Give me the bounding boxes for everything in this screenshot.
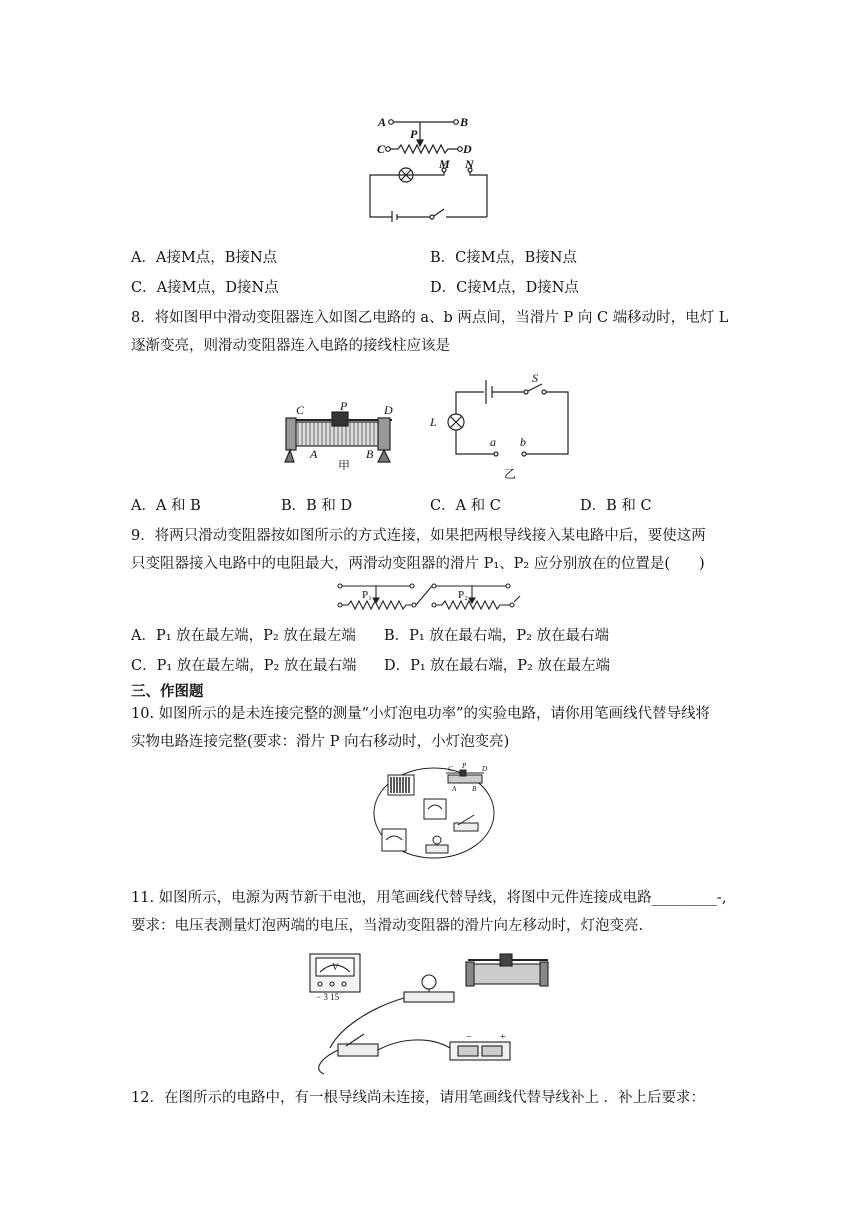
q11-battery-minus: − bbox=[466, 1032, 472, 1043]
q7-label-C: C bbox=[377, 142, 386, 156]
q8-jia-label-C: C bbox=[296, 403, 305, 417]
q9-two-rheostats-figure bbox=[330, 578, 530, 614]
q8-yi-caption: 乙 bbox=[504, 467, 517, 481]
q10-text-line2: 实物电路连接完整(要求：滑片 P 向右移动时，小灯泡变亮) bbox=[131, 734, 510, 750]
q9-text-line2: 只变阻器接入电路中的电阻最大，两滑动变阻器的滑片 P₁、P₂ 应分别放在的位置是( ) bbox=[131, 556, 705, 572]
q8-circuit-figure bbox=[426, 370, 576, 482]
q10-experiment-circuit-figure bbox=[362, 763, 502, 865]
q10-label-C: C bbox=[448, 765, 453, 773]
q7-option-a: A．A接M点，B接N点 bbox=[131, 250, 278, 266]
q9-option-a: A．P₁ 放在最左端，P₂ 放在最左端 bbox=[131, 628, 356, 644]
q9-label-P2: P₂ bbox=[458, 589, 468, 601]
q10-label-P: P bbox=[462, 763, 467, 770]
q12-text-line1: 12．在图所示的电路中，有一根导线尚未连接，请用笔画线代替导线补上 ．补上后要求： bbox=[131, 1090, 706, 1106]
q7-circuit-figure bbox=[362, 110, 497, 222]
q7-option-d: D．C接M点，D接N点 bbox=[430, 280, 579, 296]
q7-label-N: N bbox=[465, 157, 474, 171]
q8-text-line1: 8．将如图甲中滑动变阻器连入如图乙电路的 a、b 两点间，当滑片 P 向 C 端移动时，电灯 L bbox=[131, 310, 729, 326]
q8-jia-caption: 甲 bbox=[338, 459, 351, 470]
q10-label-A: A bbox=[452, 785, 457, 793]
q8-jia-label-P: P bbox=[340, 400, 348, 413]
q9-label-P1: P₁ bbox=[362, 589, 372, 601]
q9-text-line1: 9．将两只滑动变阻器按如图所示的方式连接，如果把两根导线接入某电路中后，要使这两 bbox=[131, 528, 706, 544]
q8-yi-label-a: a bbox=[490, 435, 496, 449]
q11-voltmeter-V: V bbox=[332, 962, 339, 972]
q9-option-c: C．P₁ 放在最左端，P₂ 放在最右端 bbox=[131, 658, 357, 674]
q9-option-d: D．P₁ 放在最右端，P₂ 放在最左端 bbox=[384, 658, 610, 674]
q11-battery-plus: + bbox=[500, 1032, 506, 1043]
q10-text-line1: 10. 如图所示的是未连接完整的测量“小灯泡电功率”的实验电路，请你用笔画线代替导线将 bbox=[131, 706, 710, 722]
q7-label-P: P bbox=[410, 127, 418, 141]
q8-yi-label-S: S bbox=[532, 371, 538, 385]
q8-rheostat-figure bbox=[282, 400, 407, 470]
q8-option-b: B．B 和 D bbox=[281, 498, 353, 514]
q8-jia-label-D: D bbox=[384, 403, 393, 417]
q8-text-line2: 逐渐变亮，则滑动变阻器连入电路的接线柱应该是 bbox=[131, 338, 450, 354]
q7-label-B: B bbox=[460, 115, 469, 129]
q10-label-D: D bbox=[482, 765, 488, 773]
q8-yi-label-b: b bbox=[520, 435, 526, 449]
q11-text-line2: 要求：电压表测量灯泡两端的电压，当滑动变阻器的滑片向左移动时，灯泡变亮. bbox=[131, 918, 644, 934]
q8-option-c: C．A 和 C bbox=[430, 498, 501, 514]
q7-option-b: B．C接M点，B接N点 bbox=[430, 250, 577, 266]
q8-option-d: D．B 和 C bbox=[580, 498, 652, 514]
q8-jia-label-A: A bbox=[310, 447, 318, 461]
q8-yi-label-L: L bbox=[430, 415, 437, 429]
section-heading-drawing: 三、作图题 bbox=[131, 683, 204, 700]
q11-components-figure bbox=[300, 948, 560, 1078]
q7-label-A: A bbox=[378, 115, 387, 129]
q7-option-c: C．A接M点，D接N点 bbox=[131, 280, 279, 296]
q8-option-a: A．A 和 B bbox=[131, 498, 201, 514]
q10-label-B: B bbox=[472, 785, 477, 793]
q7-label-M: M bbox=[439, 157, 450, 171]
q11-voltmeter-scale: − 3 15 bbox=[316, 992, 340, 1002]
q11-text-line1: 11. 如图所示，电源为两节新干电池，用笔画线代替导线，将图中元件连接成电路_________-, bbox=[131, 890, 727, 906]
q9-option-b: B．P₁ 放在最右端，P₂ 放在最右端 bbox=[384, 628, 610, 644]
q8-jia-label-B: B bbox=[366, 447, 374, 461]
q7-label-D: D bbox=[463, 142, 472, 156]
